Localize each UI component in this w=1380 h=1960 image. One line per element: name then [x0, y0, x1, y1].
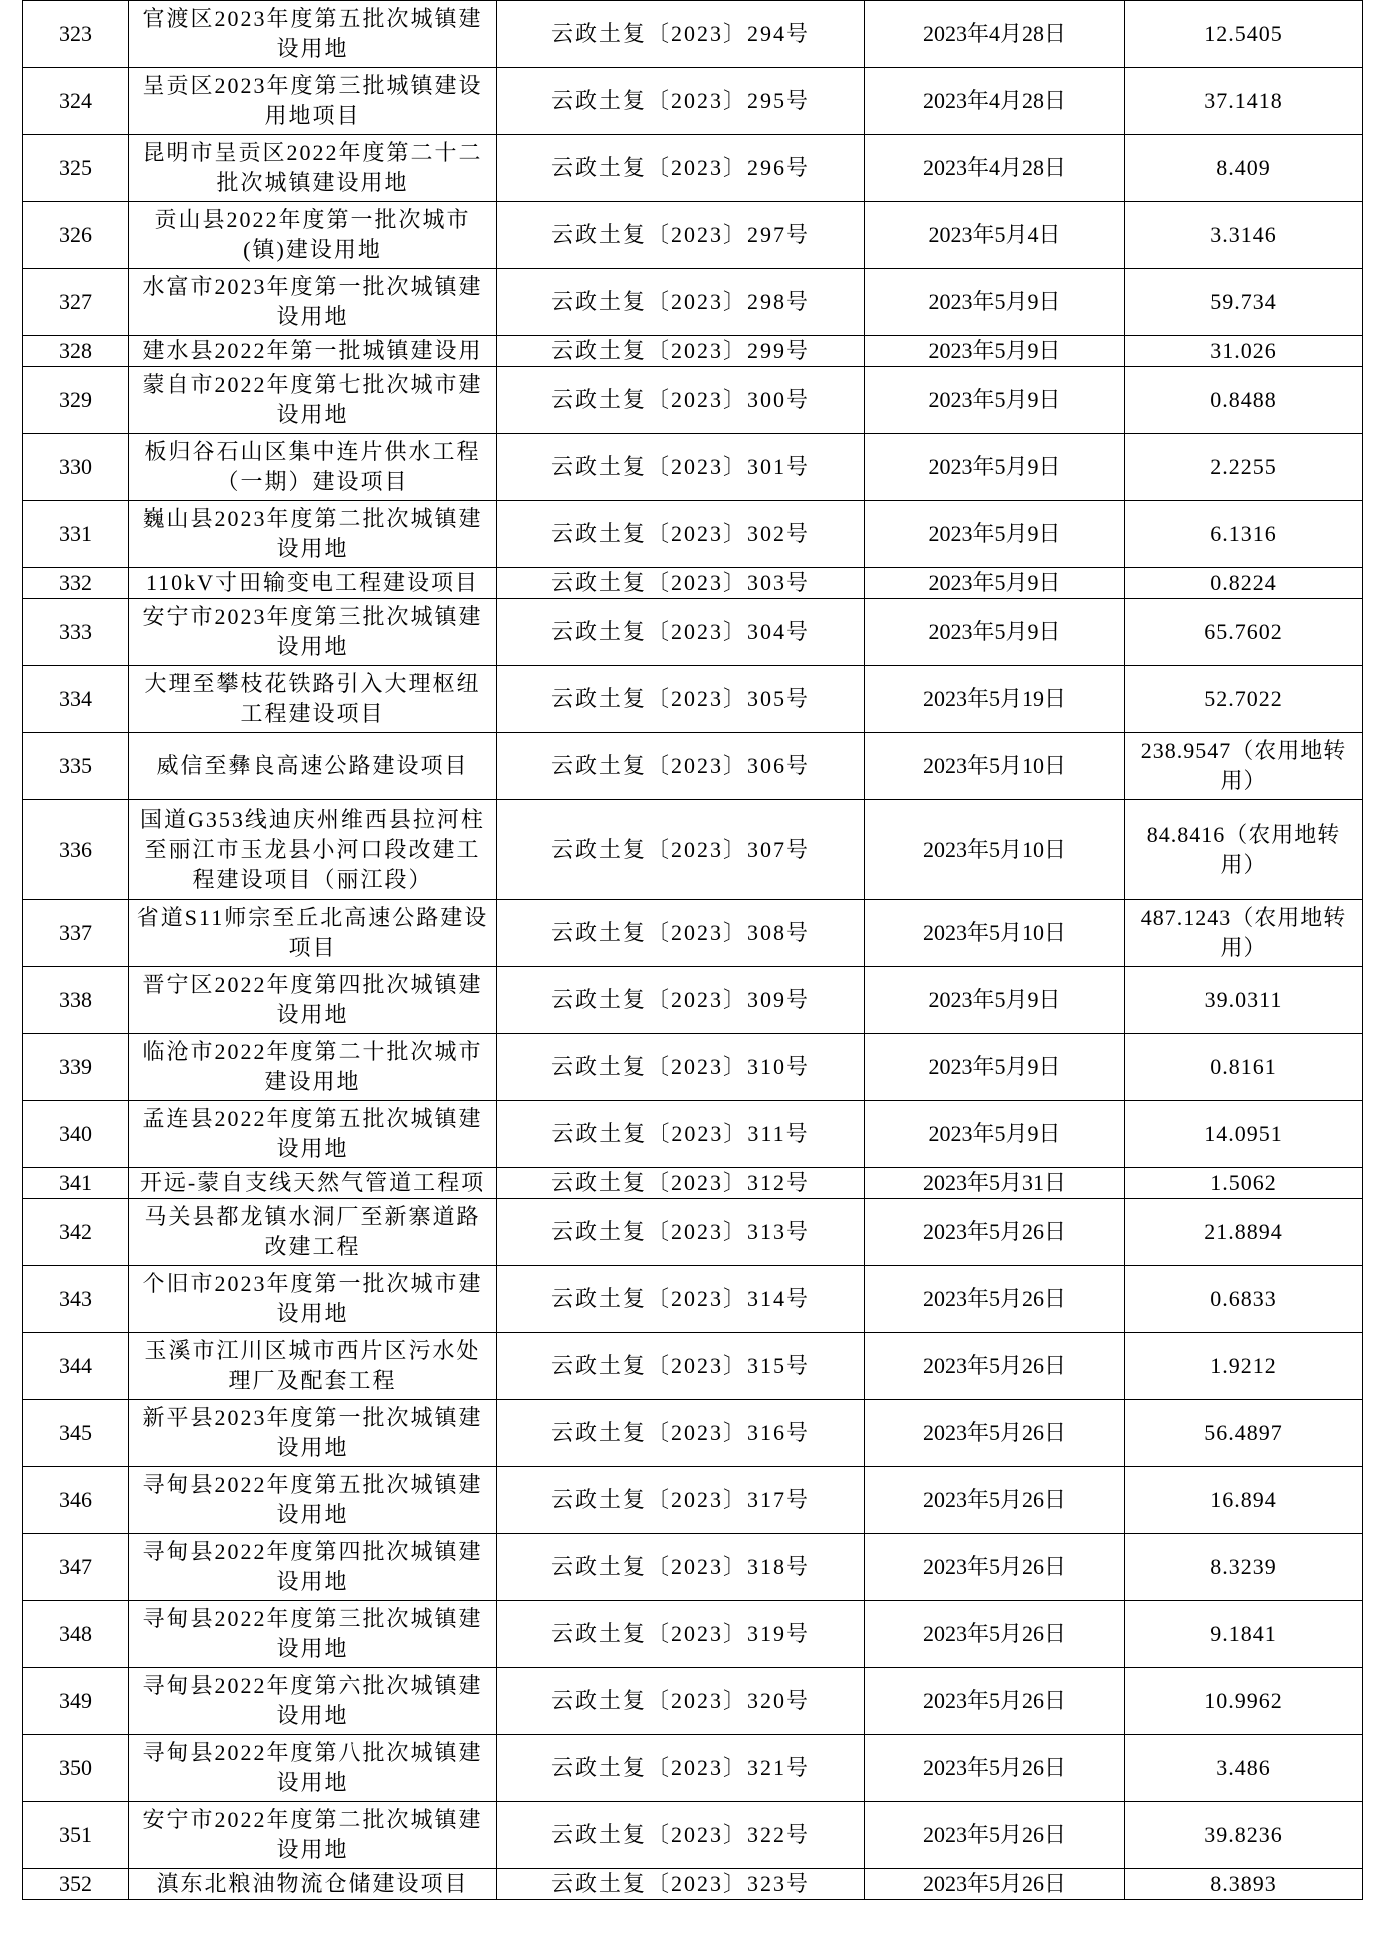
- table-row: [23, 1168, 1363, 1199]
- table-row: [23, 1534, 1363, 1601]
- project-name: 寻甸县2022年度第六批次城镇建设用地: [129, 1668, 497, 1735]
- area-value: 84.8416（农用地转用）: [1125, 800, 1363, 900]
- row-number: 336: [23, 800, 129, 900]
- approval-date: 2023年5月26日: [865, 1534, 1125, 1601]
- area-value: 31.026: [1125, 336, 1363, 367]
- row-number: 327: [23, 269, 129, 336]
- approval-doc-number: 云政土复〔2023〕296号: [497, 135, 865, 202]
- approval-date: 2023年4月28日: [865, 135, 1125, 202]
- area-value: 1.9212: [1125, 1333, 1363, 1400]
- table-row: [23, 1802, 1363, 1869]
- approval-date: 2023年5月26日: [865, 1601, 1125, 1668]
- approval-doc-number: 云政土复〔2023〕314号: [497, 1266, 865, 1333]
- approval-date: 2023年5月9日: [865, 336, 1125, 367]
- table-row: [23, 1467, 1363, 1534]
- project-name: 安宁市2023年度第三批次城镇建设用地: [129, 599, 497, 666]
- row-number: 330: [23, 434, 129, 501]
- row-number: 324: [23, 68, 129, 135]
- table-row: [23, 1869, 1363, 1900]
- project-name: 玉溪市江川区城市西片区污水处理厂及配套工程: [129, 1333, 497, 1400]
- row-number: 350: [23, 1735, 129, 1802]
- row-number: 323: [23, 1, 129, 68]
- row-number: 348: [23, 1601, 129, 1668]
- approval-doc-number: 云政土复〔2023〕295号: [497, 68, 865, 135]
- table-row: [23, 1034, 1363, 1101]
- approval-date: 2023年5月26日: [865, 1199, 1125, 1266]
- approval-date: 2023年5月10日: [865, 900, 1125, 967]
- approval-doc-number: 云政土复〔2023〕306号: [497, 733, 865, 800]
- area-value: 0.8161: [1125, 1034, 1363, 1101]
- table-row: [23, 1601, 1363, 1668]
- area-value: 2.2255: [1125, 434, 1363, 501]
- approval-date: 2023年5月26日: [865, 1869, 1125, 1900]
- project-name: 板归谷石山区集中连片供水工程（一期）建设项目: [129, 434, 497, 501]
- approval-doc-number: 云政土复〔2023〕305号: [497, 666, 865, 733]
- approval-date: 2023年4月28日: [865, 68, 1125, 135]
- area-value: 9.1841: [1125, 1601, 1363, 1668]
- table-row: [23, 900, 1363, 967]
- project-name: 呈贡区2023年度第三批城镇建设用地项目: [129, 68, 497, 135]
- approval-date: 2023年5月26日: [865, 1668, 1125, 1735]
- approval-date: 2023年5月26日: [865, 1266, 1125, 1333]
- row-number: 344: [23, 1333, 129, 1400]
- approval-date: 2023年5月10日: [865, 733, 1125, 800]
- table-row: [23, 202, 1363, 269]
- approval-doc-number: 云政土复〔2023〕310号: [497, 1034, 865, 1101]
- approval-date: 2023年5月26日: [865, 1735, 1125, 1802]
- area-value: 0.8224: [1125, 568, 1363, 599]
- table-row: [23, 68, 1363, 135]
- approval-date: 2023年5月9日: [865, 1101, 1125, 1168]
- approval-doc-number: 云政土复〔2023〕302号: [497, 501, 865, 568]
- table-row: [23, 135, 1363, 202]
- project-name: 寻甸县2022年度第八批次城镇建设用地: [129, 1735, 497, 1802]
- approval-doc-number: 云政土复〔2023〕317号: [497, 1467, 865, 1534]
- approval-doc-number: 云政土复〔2023〕315号: [497, 1333, 865, 1400]
- project-name: 寻甸县2022年度第四批次城镇建设用地: [129, 1534, 497, 1601]
- area-value: 10.9962: [1125, 1668, 1363, 1735]
- area-value: 8.3893: [1125, 1869, 1363, 1900]
- table-row: [23, 733, 1363, 800]
- approval-doc-number: 云政土复〔2023〕299号: [497, 336, 865, 367]
- area-value: 3.486: [1125, 1735, 1363, 1802]
- approval-doc-number: 云政土复〔2023〕321号: [497, 1735, 865, 1802]
- row-number: 332: [23, 568, 129, 599]
- row-number: 340: [23, 1101, 129, 1168]
- row-number: 333: [23, 599, 129, 666]
- row-number: 331: [23, 501, 129, 568]
- approval-date: 2023年5月31日: [865, 1168, 1125, 1199]
- row-number: 342: [23, 1199, 129, 1266]
- project-name: 开远-蒙自支线天然气管道工程项: [129, 1168, 497, 1199]
- project-name: 寻甸县2022年度第五批次城镇建设用地: [129, 1467, 497, 1534]
- project-name: 马关县都龙镇水洞厂至新寨道路改建工程: [129, 1199, 497, 1266]
- approval-date: 2023年5月19日: [865, 666, 1125, 733]
- project-name: 晋宁区2022年度第四批次城镇建设用地: [129, 967, 497, 1034]
- project-name: 水富市2023年度第一批次城镇建设用地: [129, 269, 497, 336]
- area-value: 8.3239: [1125, 1534, 1363, 1601]
- project-name: 官渡区2023年度第五批次城镇建设用地: [129, 1, 497, 68]
- approval-date: 2023年5月9日: [865, 367, 1125, 434]
- approval-date: 2023年5月9日: [865, 434, 1125, 501]
- area-value: 65.7602: [1125, 599, 1363, 666]
- approval-doc-number: 云政土复〔2023〕316号: [497, 1400, 865, 1467]
- area-value: 39.0311: [1125, 967, 1363, 1034]
- approval-date: 2023年5月9日: [865, 269, 1125, 336]
- approval-date: 2023年5月9日: [865, 599, 1125, 666]
- project-name: 巍山县2023年度第二批次城镇建设用地: [129, 501, 497, 568]
- table-row: [23, 1101, 1363, 1168]
- table-row: [23, 666, 1363, 733]
- table-row: [23, 501, 1363, 568]
- area-value: 487.1243（农用地转用）: [1125, 900, 1363, 967]
- project-name: 大理至攀枝花铁路引入大理枢纽工程建设项目: [129, 666, 497, 733]
- row-number: 341: [23, 1168, 129, 1199]
- project-name: 省道S11师宗至丘北高速公路建设项目: [129, 900, 497, 967]
- table-row: [23, 269, 1363, 336]
- row-number: 346: [23, 1467, 129, 1534]
- approval-date: 2023年5月26日: [865, 1400, 1125, 1467]
- area-value: 12.5405: [1125, 1, 1363, 68]
- row-number: 347: [23, 1534, 129, 1601]
- row-number: 351: [23, 1802, 129, 1869]
- area-value: 0.8488: [1125, 367, 1363, 434]
- row-number: 326: [23, 202, 129, 269]
- approval-doc-number: 云政土复〔2023〕323号: [497, 1869, 865, 1900]
- approval-date: 2023年4月28日: [865, 1, 1125, 68]
- approval-date: 2023年5月9日: [865, 1034, 1125, 1101]
- project-name: 110kV寸田输变电工程建设项目: [129, 568, 497, 599]
- table-row: [23, 336, 1363, 367]
- project-name: 安宁市2022年度第二批次城镇建设用地: [129, 1802, 497, 1869]
- table-row: [23, 967, 1363, 1034]
- area-value: 14.0951: [1125, 1101, 1363, 1168]
- area-value: 39.8236: [1125, 1802, 1363, 1869]
- approval-date: 2023年5月9日: [865, 501, 1125, 568]
- row-number: 345: [23, 1400, 129, 1467]
- approval-doc-number: 云政土复〔2023〕309号: [497, 967, 865, 1034]
- project-name: 个旧市2023年度第一批次城市建设用地: [129, 1266, 497, 1333]
- row-number: 329: [23, 367, 129, 434]
- table-row: [23, 800, 1363, 900]
- table-row: [23, 1400, 1363, 1467]
- approval-doc-number: 云政土复〔2023〕297号: [497, 202, 865, 269]
- area-value: 37.1418: [1125, 68, 1363, 135]
- row-number: 328: [23, 336, 129, 367]
- approval-date: 2023年5月26日: [865, 1333, 1125, 1400]
- table-row: [23, 434, 1363, 501]
- approval-doc-number: 云政土复〔2023〕300号: [497, 367, 865, 434]
- project-name: 蒙自市2022年度第七批次城市建设用地: [129, 367, 497, 434]
- row-number: 325: [23, 135, 129, 202]
- approval-doc-number: 云政土复〔2023〕312号: [497, 1168, 865, 1199]
- project-name: 昆明市呈贡区2022年度第二十二批次城镇建设用地: [129, 135, 497, 202]
- project-name: 临沧市2022年度第二十批次城市建设用地: [129, 1034, 497, 1101]
- approval-table: [22, 0, 1363, 1900]
- area-value: 16.894: [1125, 1467, 1363, 1534]
- approval-doc-number: 云政土复〔2023〕311号: [497, 1101, 865, 1168]
- table-row: [23, 1, 1363, 68]
- area-value: 21.8894: [1125, 1199, 1363, 1266]
- table-row: [23, 568, 1363, 599]
- approval-doc-number: 云政土复〔2023〕301号: [497, 434, 865, 501]
- approval-doc-number: 云政土复〔2023〕303号: [497, 568, 865, 599]
- approval-date: 2023年5月9日: [865, 967, 1125, 1034]
- project-name: 孟连县2022年度第五批次城镇建设用地: [129, 1101, 497, 1168]
- table-row: [23, 599, 1363, 666]
- row-number: 338: [23, 967, 129, 1034]
- approval-doc-number: 云政土复〔2023〕320号: [497, 1668, 865, 1735]
- table-row: [23, 367, 1363, 434]
- row-number: 335: [23, 733, 129, 800]
- table-row: [23, 1735, 1363, 1802]
- approval-doc-number: 云政土复〔2023〕322号: [497, 1802, 865, 1869]
- table-row: [23, 1668, 1363, 1735]
- table-body: [23, 1, 1363, 1900]
- area-value: 56.4897: [1125, 1400, 1363, 1467]
- area-value: 3.3146: [1125, 202, 1363, 269]
- approval-date: 2023年5月26日: [865, 1802, 1125, 1869]
- approval-doc-number: 云政土复〔2023〕308号: [497, 900, 865, 967]
- project-name: 贡山县2022年度第一批次城市(镇)建设用地: [129, 202, 497, 269]
- row-number: 349: [23, 1668, 129, 1735]
- area-value: 1.5062: [1125, 1168, 1363, 1199]
- row-number: 343: [23, 1266, 129, 1333]
- area-value: 238.9547（农用地转用）: [1125, 733, 1363, 800]
- approval-doc-number: 云政土复〔2023〕307号: [497, 800, 865, 900]
- row-number: 337: [23, 900, 129, 967]
- approval-doc-number: 云政土复〔2023〕294号: [497, 1, 865, 68]
- approval-doc-number: 云政土复〔2023〕304号: [497, 599, 865, 666]
- area-value: 6.1316: [1125, 501, 1363, 568]
- area-value: 8.409: [1125, 135, 1363, 202]
- approval-date: 2023年5月10日: [865, 800, 1125, 900]
- project-name: 威信至彝良高速公路建设项目: [129, 733, 497, 800]
- approval-doc-number: 云政土复〔2023〕319号: [497, 1601, 865, 1668]
- area-value: 59.734: [1125, 269, 1363, 336]
- area-value: 0.6833: [1125, 1266, 1363, 1333]
- project-name: 滇东北粮油物流仓储建设项目: [129, 1869, 497, 1900]
- table-row: [23, 1266, 1363, 1333]
- project-name: 建水县2022年第一批城镇建设用: [129, 336, 497, 367]
- approval-doc-number: 云政土复〔2023〕313号: [497, 1199, 865, 1266]
- row-number: 352: [23, 1869, 129, 1900]
- approval-date: 2023年5月9日: [865, 568, 1125, 599]
- project-name: 寻甸县2022年度第三批次城镇建设用地: [129, 1601, 497, 1668]
- approval-doc-number: 云政土复〔2023〕318号: [497, 1534, 865, 1601]
- row-number: 339: [23, 1034, 129, 1101]
- approval-date: 2023年5月26日: [865, 1467, 1125, 1534]
- table-row: [23, 1199, 1363, 1266]
- project-name: 新平县2023年度第一批次城镇建设用地: [129, 1400, 497, 1467]
- approval-date: 2023年5月4日: [865, 202, 1125, 269]
- area-value: 52.7022: [1125, 666, 1363, 733]
- row-number: 334: [23, 666, 129, 733]
- project-name: 国道G353线迪庆州维西县拉河柱至丽江市玉龙县小河口段改建工程建设项目（丽江段）: [129, 800, 497, 900]
- approval-doc-number: 云政土复〔2023〕298号: [497, 269, 865, 336]
- table-row: [23, 1333, 1363, 1400]
